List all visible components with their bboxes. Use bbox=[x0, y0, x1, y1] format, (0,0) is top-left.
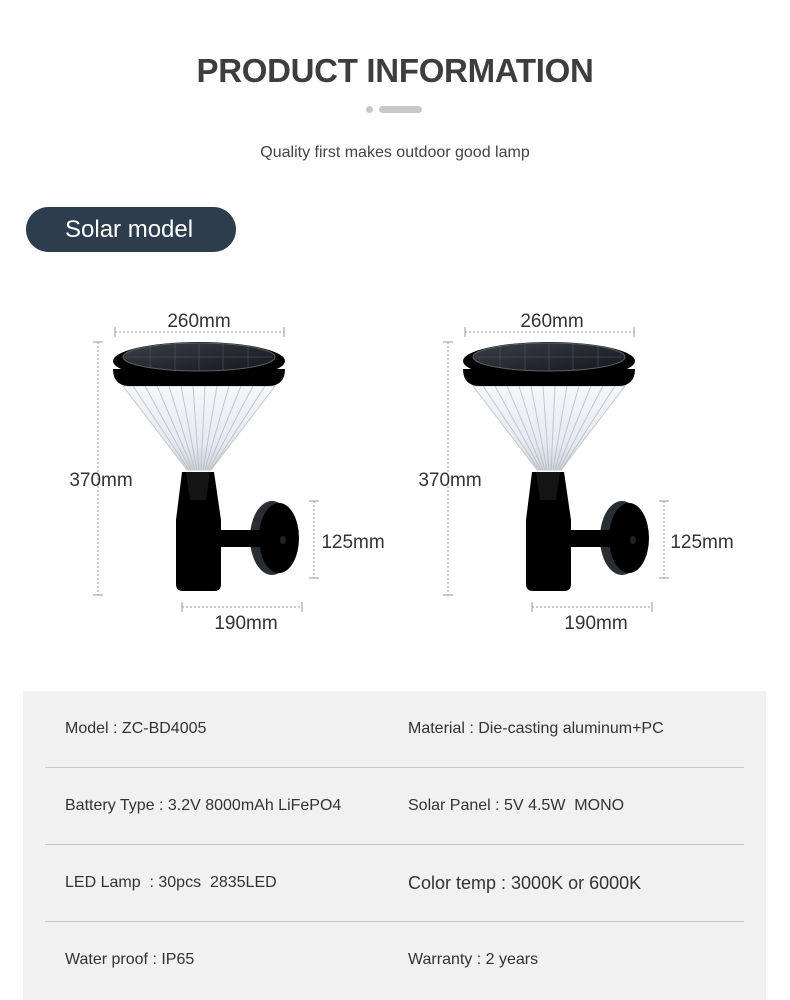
spec-battery: Battery Type : 3.2V 8000mAh LiFePO4 bbox=[65, 797, 342, 814]
spec-row bbox=[45, 768, 744, 845]
spec-material: Material : Die-casting aluminum+PC bbox=[408, 720, 664, 737]
lamp-2-height-label: 370mm bbox=[418, 470, 482, 491]
spec-color-temp: Color temp : 3000K or 6000K bbox=[408, 873, 642, 893]
spec-led-lamp: LED Lamp : 30pcs 2835LED bbox=[65, 874, 277, 891]
spec-row bbox=[45, 845, 744, 922]
section-label-pill: Solar model bbox=[26, 207, 236, 252]
lamp-2-depth-label: 190mm bbox=[564, 613, 628, 634]
decoration-dash bbox=[379, 106, 422, 113]
spec-row bbox=[45, 922, 744, 998]
spec-warranty: Warranty : 2 years bbox=[408, 951, 539, 968]
spec-table bbox=[23, 691, 766, 1000]
spec-solar-panel: Solar Panel : 5V 4.5W MONO bbox=[408, 797, 625, 814]
lamp-dimension-diagram bbox=[0, 300, 790, 640]
lamp-1-height-label: 370mm bbox=[69, 470, 133, 491]
lamp-1-bracket-label: 125mm bbox=[321, 532, 385, 553]
title-decoration bbox=[366, 105, 426, 115]
lamp-1-width-label: 260mm bbox=[167, 311, 231, 332]
spec-waterproof: Water proof : IP65 bbox=[65, 951, 195, 968]
page-subtitle: Quality first makes outdoor good lamp bbox=[260, 144, 530, 161]
spec-row bbox=[45, 691, 744, 768]
lamp-2-bracket-label: 125mm bbox=[670, 532, 734, 553]
page-title: PRODUCT INFORMATION bbox=[196, 52, 594, 89]
decoration-dot bbox=[366, 106, 373, 113]
lamp-2-width-label: 260mm bbox=[520, 311, 584, 332]
spec-model: Model : ZC-BD4005 bbox=[65, 720, 207, 737]
lamp-1-depth-label: 190mm bbox=[214, 613, 278, 634]
